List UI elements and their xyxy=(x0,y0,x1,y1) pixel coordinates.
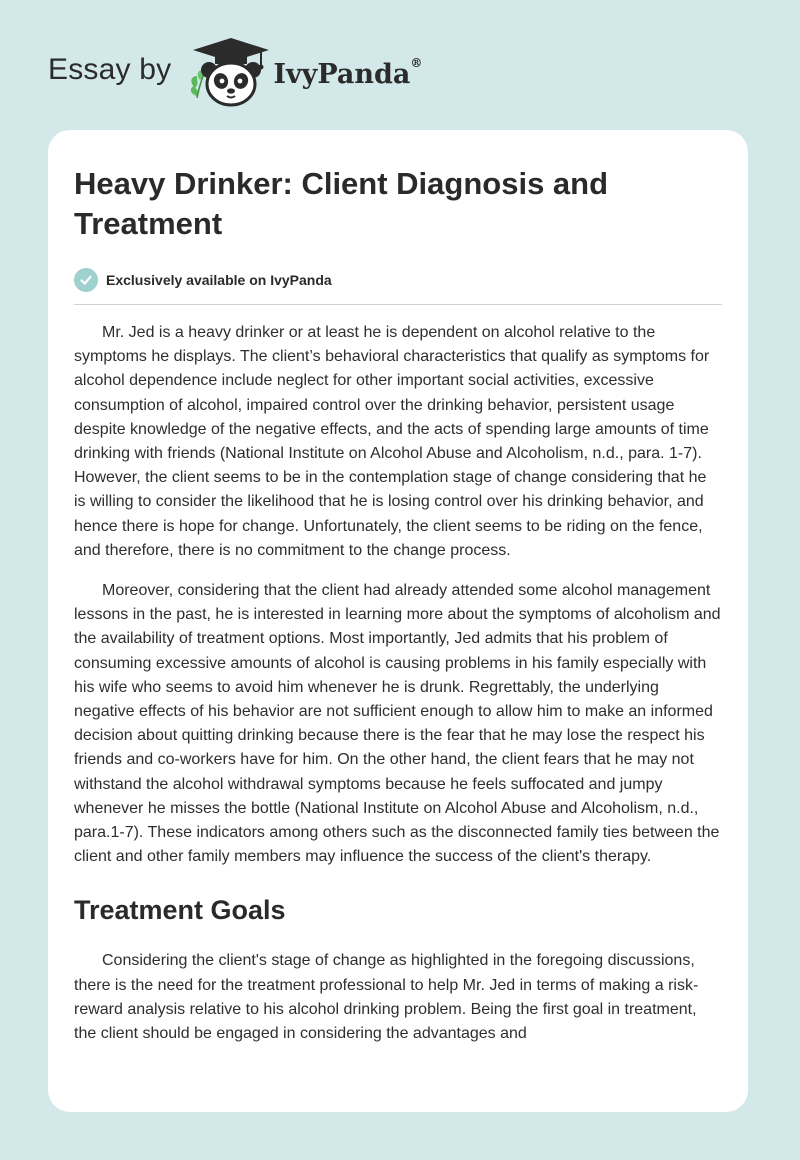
registered-mark: ® xyxy=(410,55,423,70)
section-heading-treatment-goals: Treatment Goals xyxy=(74,895,286,926)
title-divider xyxy=(74,304,722,305)
essay-by-label: Essay by xyxy=(48,53,172,86)
check-circle-icon xyxy=(74,268,98,292)
exclusive-label: Exclusively available on IvyPanda xyxy=(106,272,332,288)
exclusive-badge xyxy=(74,268,722,292)
panda-logo-icon[interactable] xyxy=(185,36,269,108)
section-paragraph: Considering the client's stage of change as highlighted in the foregoing discussions, there is the need for the treatment professional to help Mr. Jed in terms of making a risk-reward analysis relative to his alcohol drinking problem. Being the first goal in treatment, the client should be engaged in considering the advantages and xyxy=(74,952,699,1043)
body-paragraph-2: Moreover, considering that the client had already attended some alcohol management lessons in the past, he is interested in learning more about the symptoms of alcoholism and the availability of treatment options. Most importantly, Jed admits that his problem of consuming excessive amounts of alcohol is causing problems in his family especially with his wife who seems to avoid him whenever he is drunk. Regrettably, the underlying negative effects of his behavior are not sufficient enough to allow him to make an informed decision about quitting drinking because there is the fear that he may lose the respect his friends and co-workers have for him. On the other hand, the client fears that he may not withstand the alcohol withdrawal symptoms because he feels suffocated and jumpy whenever he misses the bottle (National Institute on Alcohol Abuse and Alcoholism, n.d., para.1-7). These indicators among others such as the disconnected family ties between the client and other family members may influence the success of the client's therapy. xyxy=(74,582,721,866)
essay-title: Heavy Drinker: Client Diagnosis and Treatment xyxy=(74,166,609,241)
body-paragraph-1: Mr. Jed is a heavy drinker or at least he is dependent on alcohol relative to the symptoms he displays. The client’s behavioral characteristics that qualify as symptoms for alcohol dependence include neglect for other important social activities, excessive consumption of alcohol, impaired control over the drinking behavior, persistent usage despite knowledge of the negative effects, and the acts of spending large amounts of time drinking with friends (National Institute on Alcohol Abuse and Alcoholism, n.d., para. 1-7). However, the client seems to be in the contemplation stage of change considering that he is willing to consider the likelihood that he is losing control over his drinking behavior, and hence there is hope for change. Unfortunately, the client seems to be riding on the fence, and therefore, there is no commitment to the change process. xyxy=(74,324,710,559)
site-header xyxy=(48,36,422,108)
essay-card xyxy=(48,130,748,1112)
brand-name[interactable]: IvyPanda® xyxy=(273,55,423,90)
